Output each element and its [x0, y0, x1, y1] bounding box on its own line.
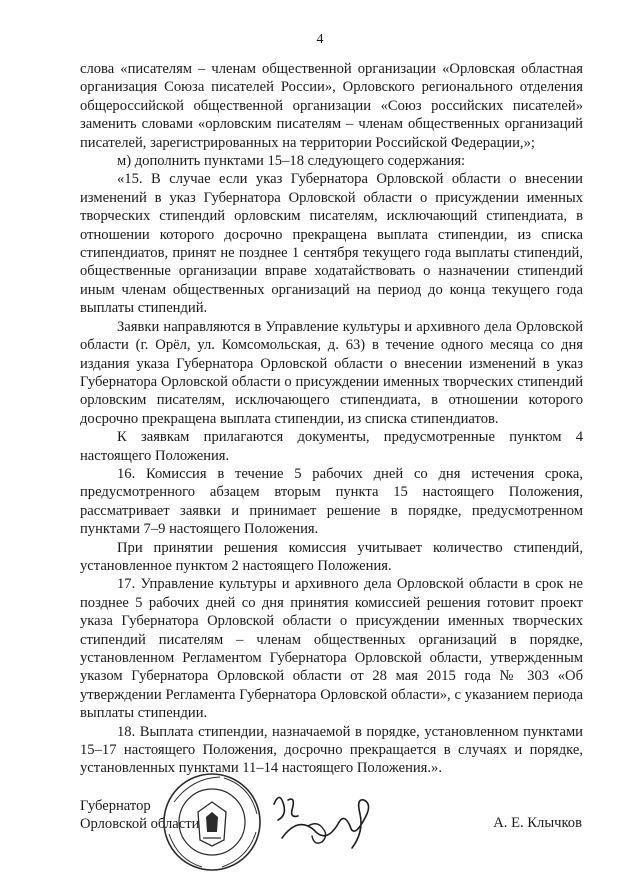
paragraph-3: «15. В случае если указ Губернатора Орловской области о внесении изменений в указ Губернатора Орловской области о присуждении именных творческих стипендий орловским писателям, исключающий стипендиата, в отношении которого досрочно прекращена выплата стипендии, из списка стипендиатов, принят не позднее 1 сентября текущего года выплаты стипендий, общественные организации вправе ходатайствовать о назначении стипендий иным членам общественных организаций на период до конца текущего года выплаты стипендий.	[80, 171, 583, 317]
paragraph-8: 17. Управление культуры и архивного дела Орловской области в срок не позднее 5 рабочих дней со дня принятия комиссией решения готовит проект указа Губернатора Орловской области о присуждении именных творческих стипендий писателям – членам общественных организаций в порядке, установленном Регламентом Губернатора Орловской области, утвержденным указом Губернатора Орловской области от 28 мая 2015 года № 303 «Об утверждении Регламента Губернатора Орловской области», с указанием периода выплаты стипендии.	[80, 576, 583, 722]
paragraph-4: Заявки направляются в Управление культуры и архивного дела Орловской области (г. Орёл, ул. Комсомольская, д. 63) в течение одного месяца со дня издания указа Губернатора Орловской области о внесении изменений в указ Губернатора Орловской области о присуждении именных творческих стипендий орловским писателям, исключающего стипендиата, в отношении которого досрочно прекращена выплата стипендии, из списка стипендиатов.	[80, 318, 583, 427]
official-seal-icon	[162, 772, 262, 872]
signatory-title-line1: Губернатор	[80, 798, 151, 814]
page-number: 4	[316, 32, 324, 47]
paragraph-2: м) дополнить пунктами 15–18 следующего содержания:	[117, 153, 466, 170]
paragraph-7: При принятии решения комиссия учитывает количество стипендий, установленное пунктом 2 настоящего Положения.	[80, 539, 583, 574]
paragraph-6: 16. Комиссия в течение 5 рабочих дней со дня истечения срока, предусмотренного абзацем вторым пункта 15 настоящего Положения, рассматривает заявки и принимает решение в порядке, предусмотренном пунктами 7–9 настоящего Положения.	[80, 465, 583, 538]
handwritten-signature-icon	[268, 786, 378, 856]
signatory-title-line2: Орловской области	[80, 816, 200, 833]
paragraph-5: К заявкам прилагаются документы, предусмотренные пунктом 4 настоящего Положения.	[80, 429, 583, 464]
paragraph-9: 18. Выплата стипендии, назначаемой в порядке, установленном пунктами 15–17 настоящего Положения, досрочно прекращается в случаях и порядке, установленных пунктами 11–14 настоящего Положения.».	[80, 723, 583, 777]
paragraph-1: слова «писателям – членам общественной организации «Орловская областная организация Союза писателей России», Орловского регионального отделения общероссийской общественной организации «Союз российских писателей» заменить словами «орловским писателям – членам общественных организаций писателей, зарегистрированных на территории Российской Федерации,»;	[80, 61, 583, 151]
document-body	[80, 60, 583, 778]
signatory-name: А. Е. Клычков	[493, 815, 582, 831]
